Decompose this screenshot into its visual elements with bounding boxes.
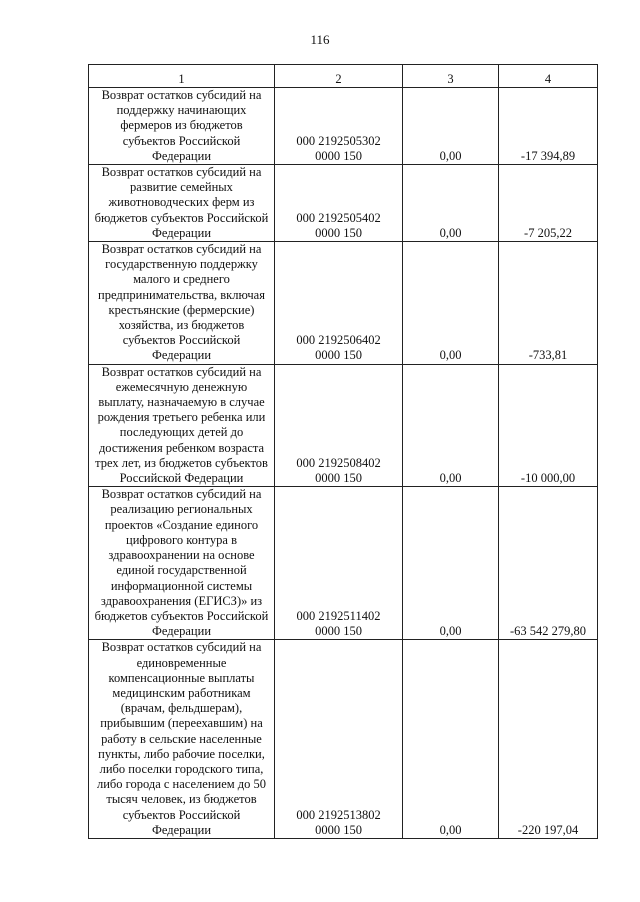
column-header-1: 1 <box>89 65 275 88</box>
revenue-name-line: проектов «Создание единого <box>104 517 259 532</box>
revenue-name-line: развитие семейных <box>130 180 233 195</box>
revenue-name-line: реализацию региональных <box>110 502 253 517</box>
page-number: 116 <box>310 32 330 47</box>
table-row <box>89 364 598 487</box>
revenue-name-line: крестьянские (фермерские) <box>108 302 255 317</box>
column-4-amount: -63 542 279,80 <box>499 487 598 640</box>
column-header-4: 4 <box>499 65 598 88</box>
revenue-name-line: Возврат остатков субсидий на <box>101 364 262 379</box>
revenue-name-line: фермеров из бюджетов <box>120 118 243 133</box>
table-row <box>89 640 598 839</box>
revenue-name-line: рождения третьего ребенка или <box>97 410 266 425</box>
revenue-name-line: тысяч человек, из бюджетов <box>106 792 257 807</box>
column-4-amount: -10 000,00 <box>499 364 598 487</box>
budget-code-line: 000 2192513802 <box>296 807 381 822</box>
revenue-name-line: Возврат остатков субсидий на <box>101 487 262 502</box>
budget-code-line: 0000 150 <box>315 624 362 639</box>
revenue-name-line: либо города с населением до 50 <box>96 777 267 792</box>
revenue-name-line: субъектов Российской <box>122 133 241 148</box>
revenue-name-line: бюджетов субъектов Российской <box>94 608 269 623</box>
revenue-name-line: Федерации <box>151 624 212 639</box>
revenue-name-line: ежемесячную денежную <box>115 379 248 394</box>
budget-code-line: 0000 150 <box>315 348 362 363</box>
table-row <box>89 88 598 165</box>
budget-code-line: 000 2192511402 <box>296 608 381 623</box>
column-3-value: 0,00 <box>403 88 499 165</box>
column-3-value: 0,00 <box>403 165 499 242</box>
revenue-name-line: пункты, либо рабочие поселки, <box>98 746 265 761</box>
budget-code-cell <box>275 242 403 365</box>
column-header-2: 2 <box>275 65 403 88</box>
revenue-name-line: малого и среднего <box>133 272 230 287</box>
budget-code-cell <box>275 165 403 242</box>
budget-table <box>88 64 598 839</box>
budget-code-line: 0000 150 <box>315 471 362 486</box>
budget-code-line: 0000 150 <box>315 148 362 163</box>
budget-code-cell <box>275 88 403 165</box>
revenue-name-line: Возврат остатков субсидий на <box>101 165 262 180</box>
revenue-name-line: трех лет, из бюджетов субъектов <box>95 455 268 470</box>
column-3-value: 0,00 <box>403 242 499 365</box>
table-row <box>89 487 598 640</box>
column-header-3: 3 <box>403 65 499 88</box>
budget-code-cell <box>275 364 403 487</box>
revenue-name-line: последующих детей до <box>119 425 244 440</box>
column-3-value: 0,00 <box>403 487 499 640</box>
revenue-name-line: здравоохранении на основе <box>108 548 255 563</box>
revenue-name-line: цифрового контура в <box>126 532 237 547</box>
revenue-name-cell <box>89 364 275 487</box>
revenue-name-line: выплату, назначаемую в случае <box>98 395 265 410</box>
revenue-name-cell <box>89 487 275 640</box>
revenue-name-line: достижения ребенком возраста <box>98 440 265 455</box>
table-row <box>89 165 598 242</box>
budget-code-line: 0000 150 <box>315 225 362 240</box>
revenue-name-line: Федерации <box>151 822 212 837</box>
column-3-value: 0,00 <box>403 640 499 839</box>
revenue-name-line: работу в сельские населенные <box>101 731 262 746</box>
revenue-name-line: Российской Федерации <box>119 471 244 486</box>
column-4-amount: -733,81 <box>499 242 598 365</box>
revenue-name-line: Возврат остатков субсидий на <box>101 640 262 655</box>
budget-code-line: 000 2192508402 <box>296 455 381 470</box>
budget-code-line: 0000 150 <box>315 822 362 837</box>
revenue-name-line: Федерации <box>151 225 212 240</box>
revenue-name-line: предпринимательства, включая <box>98 287 265 302</box>
revenue-name-line: государственную поддержку <box>105 257 258 272</box>
revenue-name-line: поддержку начинающих <box>116 103 247 118</box>
budget-code-line: 000 2192505302 <box>296 133 381 148</box>
revenue-name-line: Возврат остатков субсидий на <box>101 242 262 257</box>
revenue-name-line: медицинским работникам <box>112 685 251 700</box>
revenue-name-cell <box>89 88 275 165</box>
column-4-amount: -17 394,89 <box>499 88 598 165</box>
budget-code-cell <box>275 487 403 640</box>
revenue-name-line: либо поселки городского типа, <box>99 761 264 776</box>
revenue-name-cell <box>89 640 275 839</box>
header-row <box>89 65 598 88</box>
revenue-name-cell <box>89 165 275 242</box>
revenue-name-line: здравоохранения (ЕГИСЗ)» из <box>100 593 263 608</box>
revenue-name-line: субъектов Российской <box>122 807 241 822</box>
revenue-name-line: прибывшим (переехавшим) на <box>100 716 263 731</box>
budget-code-line: 000 2192506402 <box>296 333 381 348</box>
revenue-name-line: Федерации <box>151 148 212 163</box>
column-4-amount: -7 205,22 <box>499 165 598 242</box>
budget-code-cell <box>275 640 403 839</box>
revenue-name-line: хозяйства, из бюджетов <box>118 318 245 333</box>
column-3-value: 0,00 <box>403 364 499 487</box>
column-4-amount: -220 197,04 <box>499 640 598 839</box>
revenue-name-line: (врачам, фельдшерам), <box>120 701 243 716</box>
revenue-name-line: бюджетов субъектов Российской <box>94 210 269 225</box>
revenue-name-cell <box>89 242 275 365</box>
revenue-name-line: информационной системы <box>110 578 253 593</box>
revenue-name-line: субъектов Российской <box>122 333 241 348</box>
revenue-name-line: Возврат остатков субсидий на <box>101 88 262 102</box>
revenue-name-line: Федерации <box>151 348 212 363</box>
revenue-name-line: единовременные <box>136 655 227 670</box>
budget-code-line: 000 2192505402 <box>296 210 381 225</box>
revenue-name-line: единой государственной <box>116 563 247 578</box>
revenue-name-line: компенсационные выплаты <box>108 670 255 685</box>
revenue-name-line: животноводческих ферм из <box>108 195 255 210</box>
table-row <box>89 242 598 365</box>
